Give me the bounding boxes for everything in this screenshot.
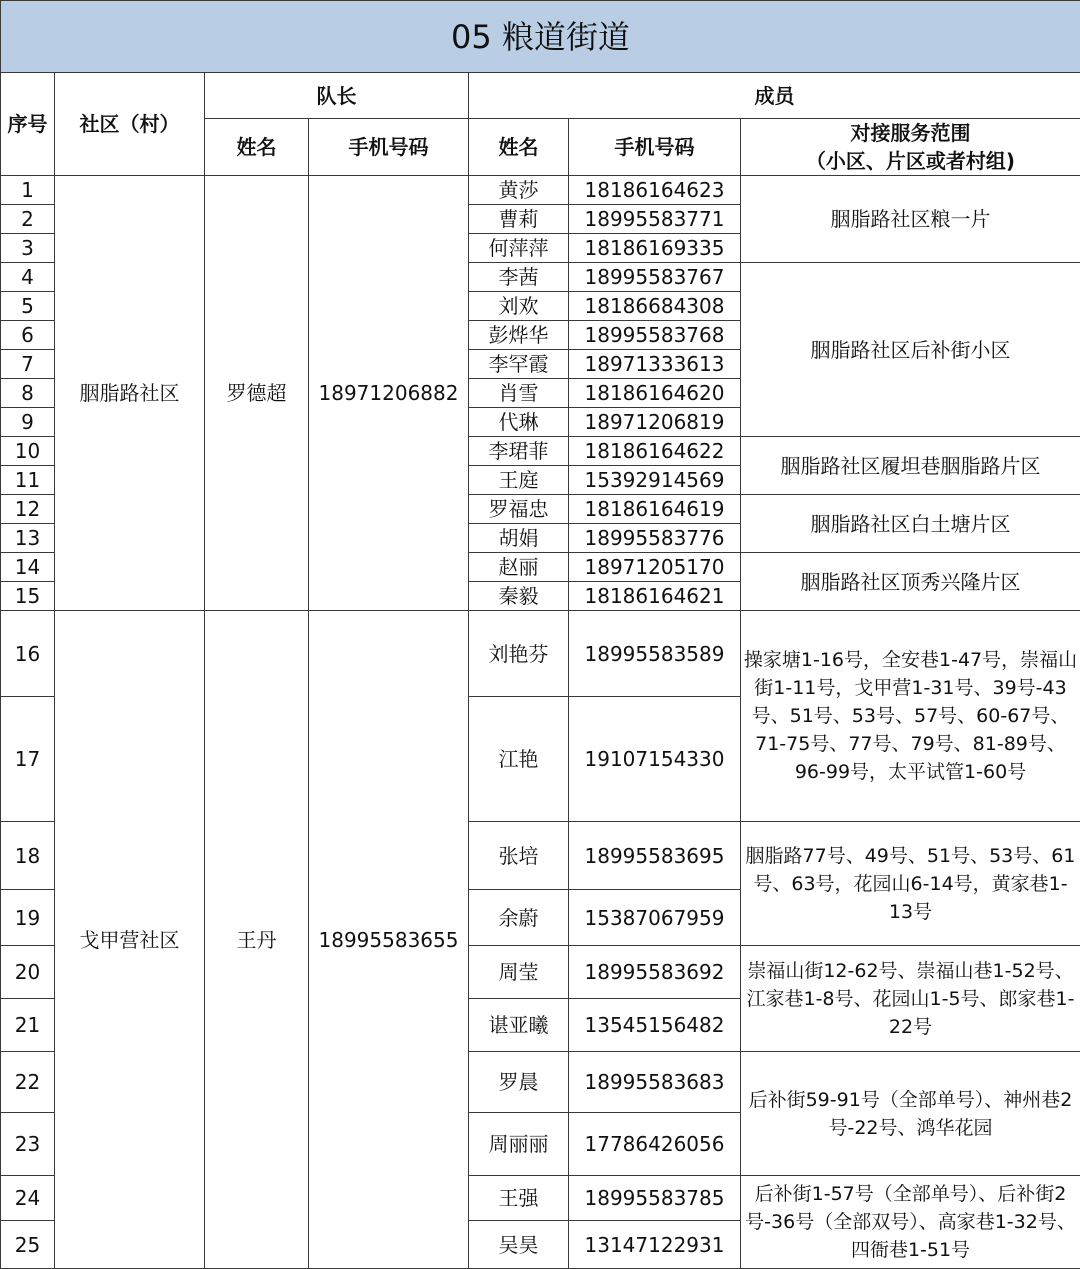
member-name-cell: 王庭	[469, 466, 569, 495]
seq-cell: 11	[1, 466, 55, 495]
member-phone-cell: 13147122931	[569, 1221, 741, 1269]
scope-cell: 胭脂路社区粮一片	[741, 176, 1080, 263]
member-phone-cell: 18995583771	[569, 205, 741, 234]
leader-phone-cell: 18971206882	[309, 176, 469, 611]
scope-cell: 操家塘1-16号，全安巷1-47号，崇福山街1-11号，戈甲营1-31号、39号-43号、51号、53号、57号、60-67号、71-75号、77号、79号、81-89号、96-99号，太平试管1-60号	[741, 611, 1080, 822]
header-leader-group: 队长	[205, 73, 469, 119]
member-name-cell: 秦毅	[469, 582, 569, 611]
seq-cell: 10	[1, 437, 55, 466]
seq-cell: 7	[1, 350, 55, 379]
member-name-cell: 张培	[469, 822, 569, 890]
member-phone-cell: 18995583776	[569, 524, 741, 553]
scope-cell: 胭脂路社区顶秀兴隆片区	[741, 553, 1080, 611]
member-name-cell: 谌亚曦	[469, 999, 569, 1052]
seq-cell: 14	[1, 553, 55, 582]
member-phone-cell: 18186164622	[569, 437, 741, 466]
member-phone-cell: 18186684308	[569, 292, 741, 321]
member-name-cell: 彭烨华	[469, 321, 569, 350]
header-member-name: 姓名	[469, 119, 569, 176]
header-leader-name: 姓名	[205, 119, 309, 176]
table-title: 05 粮道街道	[1, 1, 1080, 73]
member-phone-cell: 15392914569	[569, 466, 741, 495]
community-cell: 胭脂路社区	[55, 176, 205, 611]
header-seq: 序号	[1, 73, 55, 176]
seq-cell: 3	[1, 234, 55, 263]
seq-cell: 5	[1, 292, 55, 321]
member-phone-cell: 19107154330	[569, 697, 741, 822]
member-name-cell: 周丽丽	[469, 1113, 569, 1176]
member-name-cell: 余蔚	[469, 890, 569, 946]
member-phone-cell: 18186164623	[569, 176, 741, 205]
member-name-cell: 罗福忠	[469, 495, 569, 524]
seq-cell: 21	[1, 999, 55, 1052]
seq-cell: 6	[1, 321, 55, 350]
member-name-cell: 何萍萍	[469, 234, 569, 263]
member-name-cell: 代琳	[469, 408, 569, 437]
member-phone-cell: 18995583768	[569, 321, 741, 350]
member-name-cell: 胡娟	[469, 524, 569, 553]
member-phone-cell: 18186169335	[569, 234, 741, 263]
scope-cell: 崇福山街12-62号、崇福山巷1-52号、江家巷1-8号、花园山1-5号、郎家巷1-22号	[741, 946, 1080, 1052]
seq-cell: 2	[1, 205, 55, 234]
member-name-cell: 王强	[469, 1176, 569, 1221]
leader-name-cell: 王丹	[205, 611, 309, 1269]
member-phone-cell: 18186164619	[569, 495, 741, 524]
scope-cell: 胭脂路社区履坦巷胭脂路片区	[741, 437, 1080, 495]
member-phone-cell: 18995583589	[569, 611, 741, 697]
header-scope	[741, 119, 1080, 176]
member-name-cell: 周莹	[469, 946, 569, 999]
header-scope-line1: 对接服务范围	[745, 119, 1076, 147]
member-name-cell: 肖雪	[469, 379, 569, 408]
member-phone-cell: 17786426056	[569, 1113, 741, 1176]
seq-cell: 16	[1, 611, 55, 697]
member-name-cell: 李珺菲	[469, 437, 569, 466]
member-phone-cell: 18186164620	[569, 379, 741, 408]
member-name-cell: 吴昊	[469, 1221, 569, 1269]
header-leader-phone: 手机号码	[309, 119, 469, 176]
seq-cell: 18	[1, 822, 55, 890]
seq-cell: 17	[1, 697, 55, 822]
member-phone-cell: 13545156482	[569, 999, 741, 1052]
member-name-cell: 赵丽	[469, 553, 569, 582]
member-phone-cell: 18971206819	[569, 408, 741, 437]
scope-cell: 胭脂路77号、49号、51号、53号、61号、63号，花园山6-14号，黄家巷1-13号	[741, 822, 1080, 946]
member-name-cell: 李茜	[469, 263, 569, 292]
seq-cell: 25	[1, 1221, 55, 1269]
seq-cell: 15	[1, 582, 55, 611]
header-community: 社区（村）	[55, 73, 205, 176]
leader-name-cell: 罗德超	[205, 176, 309, 611]
table-row	[1, 176, 1080, 205]
member-name-cell: 刘欢	[469, 292, 569, 321]
seq-cell: 8	[1, 379, 55, 408]
leader-phone-cell: 18995583655	[309, 611, 469, 1269]
seq-cell: 23	[1, 1113, 55, 1176]
seq-cell: 22	[1, 1052, 55, 1113]
member-phone-cell: 15387067959	[569, 890, 741, 946]
seq-cell: 4	[1, 263, 55, 292]
member-phone-cell: 18186164621	[569, 582, 741, 611]
member-phone-cell: 18971205170	[569, 553, 741, 582]
member-phone-cell: 18995583785	[569, 1176, 741, 1221]
member-phone-cell: 18995583695	[569, 822, 741, 890]
member-phone-cell: 18971333613	[569, 350, 741, 379]
seq-cell: 24	[1, 1176, 55, 1221]
scope-cell: 后补街59-91号（全部单号）、神州巷2号-22号、鸿华花园	[741, 1052, 1080, 1176]
scope-cell: 胭脂路社区白土塘片区	[741, 495, 1080, 553]
scope-cell: 胭脂路社区后补街小区	[741, 263, 1080, 437]
seq-cell: 1	[1, 176, 55, 205]
header-scope-line2: （小区、片区或者村组)	[745, 147, 1076, 175]
seq-cell: 12	[1, 495, 55, 524]
community-cell: 戈甲营社区	[55, 611, 205, 1269]
member-phone-cell: 18995583683	[569, 1052, 741, 1113]
member-name-cell: 曹莉	[469, 205, 569, 234]
seq-cell: 19	[1, 890, 55, 946]
seq-cell: 13	[1, 524, 55, 553]
header-member-group: 成员	[469, 73, 1080, 119]
table-row	[1, 611, 1080, 697]
scope-cell: 后补街1-57号（全部单号）、后补街2号-36号（全部双号）、高家巷1-32号、四衙巷1-51号	[741, 1176, 1080, 1269]
member-name-cell: 李罕霞	[469, 350, 569, 379]
header-member-phone: 手机号码	[569, 119, 741, 176]
member-phone-cell: 18995583692	[569, 946, 741, 999]
member-phone-cell: 18995583767	[569, 263, 741, 292]
seq-cell: 20	[1, 946, 55, 999]
member-name-cell: 江艳	[469, 697, 569, 822]
member-name-cell: 刘艳芬	[469, 611, 569, 697]
member-name-cell: 黄莎	[469, 176, 569, 205]
seq-cell: 9	[1, 408, 55, 437]
member-name-cell: 罗晨	[469, 1052, 569, 1113]
